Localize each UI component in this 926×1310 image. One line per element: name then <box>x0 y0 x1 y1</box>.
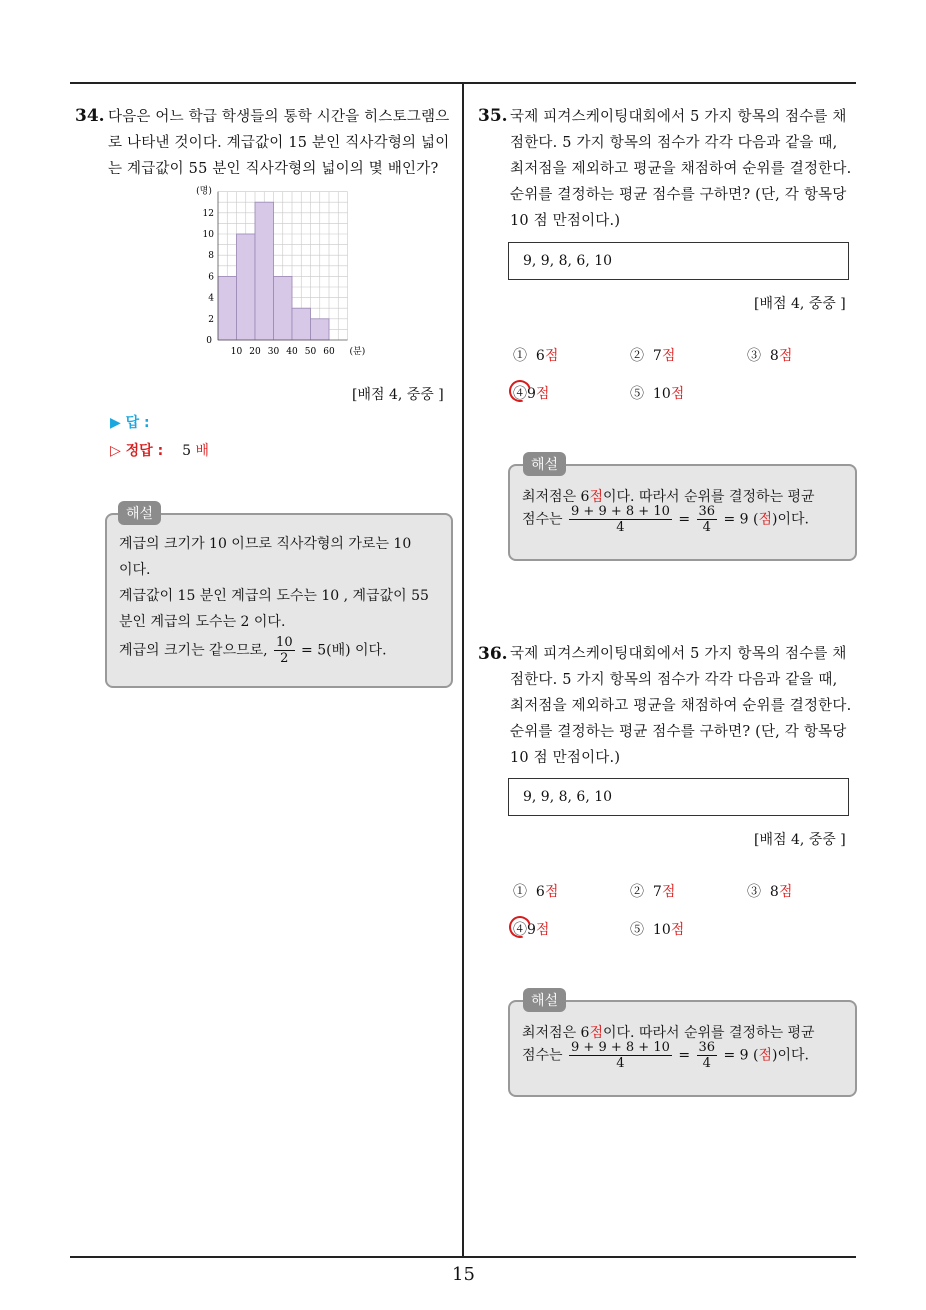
question-line: 다음은 어느 학급 학생들의 통학 시간을 히스토그램으 <box>108 109 450 125</box>
choice-unit: 점 <box>670 386 685 402</box>
choice-number: 8 <box>769 348 779 364</box>
fraction <box>697 504 718 535</box>
explanation-line <box>119 635 439 666</box>
choice-number: 6 <box>535 348 545 364</box>
explanation-box <box>508 464 857 561</box>
explanation-unit: 점 <box>589 489 603 505</box>
choice-unit: 점 <box>778 348 793 364</box>
answer-label <box>110 412 150 432</box>
choice-mark: ④ <box>513 386 527 402</box>
explanation-text: = 5(배) 이다. <box>301 642 387 659</box>
choice-1[interactable] <box>513 881 558 901</box>
choice-unit: 점 <box>661 884 676 900</box>
explanation-line: 계급의 크기가 10 이므로 직사각형의 가로는 10 <box>119 536 412 552</box>
question-text <box>510 104 851 234</box>
fraction-denominator: 4 <box>702 520 711 535</box>
histogram-bar <box>218 276 237 340</box>
question-line: 순위를 결정하는 평균 점수를 구하면? (단, 각 항목당 <box>510 187 847 203</box>
y-tick-label: 12 <box>202 208 214 219</box>
y-tick-label: 8 <box>208 251 214 262</box>
fraction-numerator: 36 <box>698 504 716 519</box>
question-line: 는 계급값이 55 분인 직사각형의 넓이의 몇 배인가? <box>108 161 439 177</box>
choice-unit: 점 <box>535 922 550 938</box>
x-tick-label: 0 <box>206 336 212 346</box>
x-tick-label: 10 <box>230 347 243 357</box>
question-line: 최저점을 제외하고 평균을 채점하여 순위를 결정한다. <box>510 161 852 177</box>
fraction <box>274 635 295 666</box>
explanation-text: 점수는 <box>522 511 563 528</box>
bottom-rule <box>70 1256 856 1258</box>
explanation-line <box>522 1040 843 1071</box>
column-divider <box>462 82 464 1258</box>
explanation-line <box>522 504 843 535</box>
data-box: 9, 9, 8, 6, 10 <box>508 778 849 816</box>
choice-number: 9 <box>527 386 536 402</box>
fraction-numerator: 9 + 9 + 8 + 10 <box>571 504 670 519</box>
fraction-denominator: 4 <box>616 520 625 535</box>
choice-mark: ② <box>630 348 644 364</box>
fraction-numerator: 9 + 9 + 8 + 10 <box>571 1040 670 1055</box>
correct-answer <box>110 440 209 460</box>
explanation-text: )이다. <box>772 511 809 528</box>
question-line: 점한다. 5 가지 항목의 점수가 각각 다음과 같을 때, <box>510 135 838 151</box>
question-line: 10 점 만점이다.) <box>510 750 621 766</box>
y-tick-label: 2 <box>208 314 214 325</box>
x-tick-label: 50 <box>304 347 317 357</box>
choice-number: 7 <box>652 884 662 900</box>
fraction-denominator: 4 <box>702 1056 711 1071</box>
chart-bars <box>218 202 329 340</box>
x-tick-label: 20 <box>249 347 261 357</box>
choice-2[interactable] <box>630 881 675 901</box>
explanation-unit: 점 <box>589 1025 603 1041</box>
explanation-line: 계급값이 15 분인 계급의 도수는 10 , 계급값이 55 <box>119 588 429 604</box>
question-line: 순위를 결정하는 평균 점수를 구하면? (단, 각 항목당 <box>510 724 847 740</box>
explanation-text: 최저점은 6 <box>522 489 590 505</box>
explanation-text: 점수는 <box>522 1047 563 1064</box>
equals-sign: = <box>678 1047 691 1064</box>
choice-number: 10 <box>652 922 671 938</box>
question-line: 10 점 만점이다.) <box>510 213 621 229</box>
choice-mark: ③ <box>747 884 761 900</box>
choice-mark: ② <box>630 884 644 900</box>
choice-unit: 점 <box>778 884 793 900</box>
question-line: 국제 피겨스케이팅대회에서 5 가지 항목의 점수를 채 <box>510 109 847 125</box>
choice-mark: ① <box>513 884 527 900</box>
choice-number: 10 <box>652 386 671 402</box>
histogram-bar <box>311 319 330 340</box>
explanation-line: 이다. <box>119 562 151 578</box>
explanation-text: 이다. 따라서 순위를 결정하는 평균 <box>603 1025 815 1041</box>
choice-unit: 점 <box>661 348 676 364</box>
question-number: 35. <box>478 106 508 126</box>
fraction <box>697 1040 718 1071</box>
question-number: 36. <box>478 644 508 664</box>
fraction <box>569 504 672 535</box>
histogram-bar <box>292 308 311 340</box>
y-axis-label: (명) <box>196 186 212 197</box>
score-label: [배점 4, 중중 ] <box>352 387 444 403</box>
equals-sign: = <box>678 511 691 528</box>
question-number: 34. <box>75 106 105 126</box>
choice-number: 9 <box>527 922 536 938</box>
histogram-bar <box>274 276 293 340</box>
choice-1[interactable] <box>513 345 558 365</box>
choice-number: 8 <box>769 884 779 900</box>
fraction-denominator: 4 <box>616 1056 625 1071</box>
correct-unit: 배 <box>195 443 209 459</box>
explanation-text: 이다. 따라서 순위를 결정하는 평균 <box>603 489 815 505</box>
explanation-tag: 해설 <box>523 988 566 1012</box>
correct-number: 5 <box>182 443 191 459</box>
x-axis-label: (분) <box>349 347 365 357</box>
histogram-chart <box>195 185 365 360</box>
explanation-text: 최저점은 6 <box>522 1025 590 1041</box>
question-line: 최저점을 제외하고 평균을 채점하여 순위를 결정한다. <box>510 698 852 714</box>
score-label: [배점 4, 중중 ] <box>754 296 846 312</box>
choice-3[interactable] <box>747 881 792 901</box>
explanation-text: = 9 ( <box>723 1047 759 1064</box>
choice-2[interactable] <box>630 345 675 365</box>
explanation-unit: 점 <box>758 1047 773 1064</box>
explanation-box <box>105 513 453 688</box>
choice-unit: 점 <box>544 884 559 900</box>
choice-5[interactable] <box>630 919 684 939</box>
choice-number: 7 <box>652 348 662 364</box>
question-text <box>510 641 851 771</box>
explanation-unit: 점 <box>758 511 773 528</box>
fraction-numerator: 10 <box>276 635 293 650</box>
y-tick-label: 4 <box>208 293 214 304</box>
histogram-bar <box>237 234 256 340</box>
choice-mark: ① <box>513 348 527 364</box>
page-number: 15 <box>452 1264 475 1285</box>
x-tick-label: 60 <box>323 347 335 357</box>
x-tick-label: 30 <box>267 347 280 357</box>
explanation-box <box>508 1000 857 1097</box>
choice-3[interactable] <box>747 345 792 365</box>
choice-unit: 점 <box>544 348 559 364</box>
fraction <box>569 1040 672 1071</box>
answer-prompt: ▶ 답 : <box>110 415 150 431</box>
explanation-tag: 해설 <box>523 452 566 476</box>
x-tick-label: 40 <box>286 347 298 357</box>
correct-label: ▷ 정답 : <box>110 443 164 459</box>
explanation-tag: 해설 <box>118 501 161 525</box>
choice-mark: ⑤ <box>630 922 644 938</box>
fraction-denominator: 2 <box>280 651 289 666</box>
choice-5[interactable] <box>630 383 684 403</box>
choice-mark: ⑤ <box>630 386 644 402</box>
explanation-text: 계급의 크기는 같으므로, <box>119 642 268 659</box>
data-box: 9, 9, 8, 6, 10 <box>508 242 849 280</box>
histogram-bar <box>255 202 274 340</box>
choice-unit: 점 <box>670 922 685 938</box>
question-line: 점한다. 5 가지 항목의 점수가 각각 다음과 같을 때, <box>510 672 838 688</box>
explanation-line: 분인 계급의 도수는 2 이다. <box>119 614 286 630</box>
y-tick-label: 10 <box>202 230 214 240</box>
y-tick-label: 6 <box>208 272 214 283</box>
question-line: 국제 피겨스케이팅대회에서 5 가지 항목의 점수를 채 <box>510 646 847 662</box>
question-text <box>108 104 449 182</box>
explanation-text: = 9 ( <box>723 511 759 528</box>
explanation-text: )이다. <box>772 1047 809 1064</box>
choice-unit: 점 <box>535 386 550 402</box>
fraction-numerator: 36 <box>698 1040 716 1055</box>
question-line: 로 나타낸 것이다. 계급값이 15 분인 직사각형의 넓이 <box>108 135 450 151</box>
choice-number: 6 <box>535 884 545 900</box>
score-label: [배점 4, 중중 ] <box>754 832 846 848</box>
choice-mark: ④ <box>513 922 527 938</box>
choice-mark: ③ <box>747 348 761 364</box>
